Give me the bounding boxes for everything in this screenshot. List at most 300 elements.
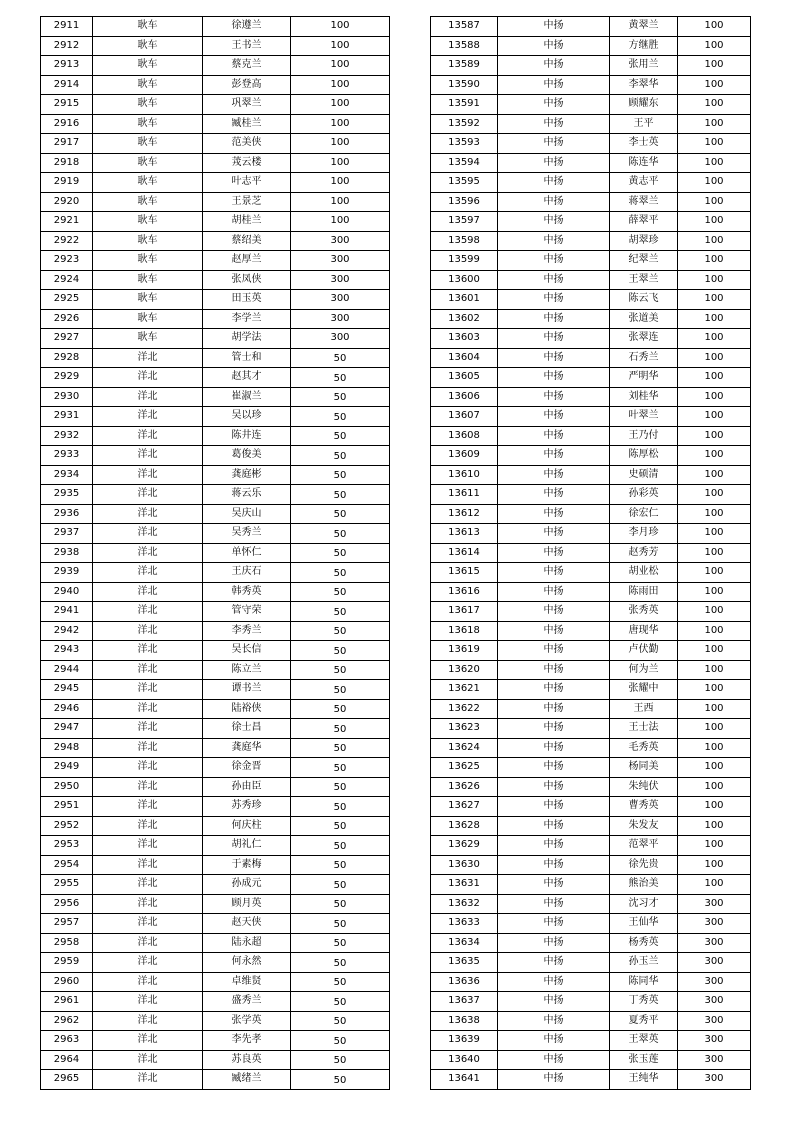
town-cell: 中扬 [498,894,610,914]
row-number: 2959 [41,953,93,973]
name-cell: 熊治美 [610,875,678,895]
name-cell: 蒋云乐 [203,485,291,505]
row-number: 13611 [431,485,498,505]
town-cell: 中扬 [498,992,610,1012]
row-number: 2953 [41,836,93,856]
table-row [41,387,390,407]
row-number: 2924 [41,270,93,290]
table-row [431,251,751,271]
town-cell: 耿车 [93,231,203,251]
amount-cell: 100 [291,134,390,154]
name-cell: 陈同华 [610,972,678,992]
table-row [41,855,390,875]
name-cell: 崔淑兰 [203,387,291,407]
table-row [431,524,751,544]
row-number: 13587 [431,17,498,37]
table-row [431,836,751,856]
row-number: 2914 [41,75,93,95]
table-row [431,1031,751,1051]
table-row [41,1070,390,1090]
row-number: 2944 [41,660,93,680]
row-number: 13601 [431,290,498,310]
name-cell: 张玉莲 [610,1050,678,1070]
town-cell: 洋北 [93,504,203,524]
table-row [41,699,390,719]
row-number: 2931 [41,407,93,427]
row-number: 2949 [41,758,93,778]
table-row [41,953,390,973]
amount-cell: 50 [291,524,390,544]
town-cell: 中扬 [498,972,610,992]
name-cell: 李学兰 [203,309,291,329]
table-row [41,758,390,778]
amount-cell: 300 [291,309,390,329]
town-cell: 中扬 [498,251,610,271]
amount-cell: 50 [291,543,390,563]
name-cell: 何永然 [203,953,291,973]
row-number: 2946 [41,699,93,719]
table-row [431,348,751,368]
town-cell: 耿车 [93,75,203,95]
amount-cell: 50 [291,777,390,797]
row-number: 13637 [431,992,498,1012]
row-number: 2921 [41,212,93,232]
town-cell: 中扬 [498,719,610,739]
town-cell: 耿车 [93,270,203,290]
town-cell: 洋北 [93,855,203,875]
table-row [41,992,390,1012]
name-cell: 李士英 [610,134,678,154]
town-cell: 耿车 [93,192,203,212]
town-cell: 洋北 [93,738,203,758]
town-cell: 洋北 [93,348,203,368]
town-cell: 洋北 [93,641,203,661]
row-number: 2952 [41,816,93,836]
amount-cell: 300 [678,1031,751,1051]
amount-cell: 50 [291,816,390,836]
town-cell: 中扬 [498,777,610,797]
amount-cell: 100 [678,641,751,661]
amount-cell: 100 [678,387,751,407]
row-number: 2927 [41,329,93,349]
amount-cell: 50 [291,348,390,368]
table-row [41,270,390,290]
amount-cell: 50 [291,875,390,895]
town-cell: 洋北 [93,875,203,895]
name-cell: 王纯华 [610,1070,678,1090]
name-cell: 胡业松 [610,563,678,583]
name-cell: 沈习才 [610,894,678,914]
amount-cell: 100 [291,36,390,56]
name-cell: 丁秀英 [610,992,678,1012]
amount-cell: 50 [291,699,390,719]
amount-cell: 100 [678,465,751,485]
name-cell: 孙玉兰 [610,953,678,973]
name-cell: 蔡绍美 [203,231,291,251]
amount-cell: 100 [678,582,751,602]
name-cell: 臧桂兰 [203,114,291,134]
town-cell: 中扬 [498,75,610,95]
amount-cell: 100 [678,680,751,700]
row-number: 13617 [431,602,498,622]
table-row [41,465,390,485]
town-cell: 耿车 [93,95,203,115]
name-cell: 刘桂华 [610,387,678,407]
name-cell: 徐士昌 [203,719,291,739]
name-cell: 史硕清 [610,465,678,485]
town-cell: 洋北 [93,387,203,407]
amount-cell: 300 [291,251,390,271]
amount-cell: 100 [291,95,390,115]
row-number: 13613 [431,524,498,544]
town-cell: 中扬 [498,563,610,583]
name-cell: 葛俊美 [203,446,291,466]
table-row [431,660,751,680]
row-number: 2919 [41,173,93,193]
row-number: 13623 [431,719,498,739]
name-cell: 夏秀平 [610,1011,678,1031]
table-row [41,348,390,368]
amount-cell: 50 [291,563,390,583]
amount-cell: 100 [678,855,751,875]
town-cell: 中扬 [498,816,610,836]
name-cell: 赵其才 [203,368,291,388]
name-cell: 陈雨田 [610,582,678,602]
table-row [431,95,751,115]
table-row [41,251,390,271]
amount-cell: 100 [678,504,751,524]
amount-cell: 100 [678,797,751,817]
name-cell: 李翠华 [610,75,678,95]
row-number: 2918 [41,153,93,173]
name-cell: 王平 [610,114,678,134]
row-number: 2941 [41,602,93,622]
row-number: 2942 [41,621,93,641]
town-cell: 中扬 [498,543,610,563]
town-cell: 耿车 [93,153,203,173]
row-number: 13624 [431,738,498,758]
amount-cell: 100 [291,56,390,76]
town-cell: 中扬 [498,270,610,290]
name-cell: 田玉英 [203,290,291,310]
town-cell: 中扬 [498,738,610,758]
row-number: 13610 [431,465,498,485]
row-number: 13594 [431,153,498,173]
amount-cell: 300 [678,953,751,973]
amount-cell: 100 [678,426,751,446]
table-row [431,407,751,427]
row-number: 13641 [431,1070,498,1090]
table-row [41,134,390,154]
town-cell: 中扬 [498,173,610,193]
town-cell: 中扬 [498,855,610,875]
table-row [41,368,390,388]
town-cell: 洋北 [93,797,203,817]
town-cell: 洋北 [93,1031,203,1051]
town-cell: 洋北 [93,992,203,1012]
name-cell: 茙云楼 [203,153,291,173]
table-row [431,75,751,95]
table-row [431,875,751,895]
row-number: 2917 [41,134,93,154]
table-row [431,563,751,583]
row-number: 2960 [41,972,93,992]
amount-cell: 100 [678,738,751,758]
table-row [41,524,390,544]
table-row [431,56,751,76]
table-row [41,1031,390,1051]
amount-cell: 50 [291,368,390,388]
row-number: 13622 [431,699,498,719]
amount-cell: 50 [291,504,390,524]
row-number: 13608 [431,426,498,446]
table-row [41,309,390,329]
amount-cell: 50 [291,1050,390,1070]
amount-cell: 50 [291,953,390,973]
town-cell: 耿车 [93,36,203,56]
row-number: 13630 [431,855,498,875]
amount-cell: 100 [678,329,751,349]
amount-cell: 100 [291,114,390,134]
name-cell: 杨同美 [610,758,678,778]
table-row [41,914,390,934]
town-cell: 中扬 [498,290,610,310]
town-cell: 洋北 [93,1011,203,1031]
amount-cell: 100 [678,17,751,37]
row-number: 13631 [431,875,498,895]
row-number: 13619 [431,641,498,661]
name-cell: 管士和 [203,348,291,368]
amount-cell: 300 [678,972,751,992]
row-number: 2915 [41,95,93,115]
town-cell: 洋北 [93,407,203,427]
town-cell: 洋北 [93,465,203,485]
town-cell: 中扬 [498,1031,610,1051]
row-number: 13629 [431,836,498,856]
row-number: 13609 [431,446,498,466]
town-cell: 中扬 [498,699,610,719]
amount-cell: 50 [291,602,390,622]
name-cell: 龚庭华 [203,738,291,758]
town-cell: 洋北 [93,446,203,466]
name-cell: 范美侠 [203,134,291,154]
town-cell: 洋北 [93,426,203,446]
amount-cell: 100 [678,699,751,719]
amount-cell: 50 [291,894,390,914]
town-cell: 中扬 [498,212,610,232]
row-number: 2945 [41,680,93,700]
table-row [431,426,751,446]
name-cell: 张耀中 [610,680,678,700]
town-cell: 中扬 [498,504,610,524]
row-number: 2958 [41,933,93,953]
amount-cell: 100 [678,524,751,544]
amount-cell: 50 [291,933,390,953]
amount-cell: 100 [678,95,751,115]
table-row [41,212,390,232]
name-cell: 吴以珍 [203,407,291,427]
row-number: 13588 [431,36,498,56]
row-number: 13618 [431,621,498,641]
amount-cell: 300 [678,1011,751,1031]
amount-cell: 50 [291,719,390,739]
table-row [41,894,390,914]
row-number: 2926 [41,309,93,329]
name-cell: 苏秀珍 [203,797,291,817]
amount-cell: 100 [291,212,390,232]
town-cell: 中扬 [498,582,610,602]
table-row [41,407,390,427]
amount-cell: 100 [678,602,751,622]
amount-cell: 50 [291,914,390,934]
amount-cell: 100 [678,309,751,329]
amount-cell: 300 [678,933,751,953]
name-cell: 陆裕侠 [203,699,291,719]
table-row [431,543,751,563]
row-number: 2943 [41,641,93,661]
amount-cell: 100 [678,290,751,310]
town-cell: 中扬 [498,836,610,856]
amount-cell: 50 [291,836,390,856]
town-cell: 中扬 [498,660,610,680]
table-row [41,563,390,583]
amount-cell: 50 [291,1031,390,1051]
amount-cell: 100 [678,719,751,739]
row-number: 2940 [41,582,93,602]
amount-cell: 100 [291,153,390,173]
town-cell: 中扬 [498,95,610,115]
row-number: 2951 [41,797,93,817]
name-cell: 范翠平 [610,836,678,856]
amount-cell: 50 [291,582,390,602]
town-cell: 洋北 [93,368,203,388]
table-row [41,426,390,446]
amount-cell: 50 [291,855,390,875]
name-cell: 赵厚兰 [203,251,291,271]
amount-cell: 100 [678,758,751,778]
name-cell: 吴庆山 [203,504,291,524]
town-cell: 中扬 [498,446,610,466]
table-row [431,368,751,388]
row-number: 13591 [431,95,498,115]
right-table-body [431,17,751,1090]
town-cell: 洋北 [93,543,203,563]
amount-cell: 100 [678,368,751,388]
town-cell: 中扬 [498,426,610,446]
table-row [431,192,751,212]
row-number: 13626 [431,777,498,797]
town-cell: 洋北 [93,777,203,797]
name-cell: 朱发友 [610,816,678,836]
table-row [41,17,390,37]
row-number: 2932 [41,426,93,446]
name-cell: 王翠兰 [610,270,678,290]
table-row [41,56,390,76]
town-cell: 中扬 [498,153,610,173]
row-number: 2954 [41,855,93,875]
name-cell: 陈立兰 [203,660,291,680]
row-number: 2939 [41,563,93,583]
table-row [431,1050,751,1070]
amount-cell: 100 [678,543,751,563]
table-row [41,114,390,134]
amount-cell: 100 [291,17,390,37]
town-cell: 洋北 [93,582,203,602]
name-cell: 胡学法 [203,329,291,349]
table-row [431,114,751,134]
row-number: 13596 [431,192,498,212]
name-cell: 何为兰 [610,660,678,680]
town-cell: 中扬 [498,602,610,622]
name-cell: 薛翠平 [610,212,678,232]
amount-cell: 50 [291,738,390,758]
table-row [41,582,390,602]
name-cell: 张翠连 [610,329,678,349]
row-number: 2936 [41,504,93,524]
row-number: 2938 [41,543,93,563]
row-number: 13602 [431,309,498,329]
table-row [41,290,390,310]
town-cell: 中扬 [498,524,610,544]
table-row [41,719,390,739]
town-cell: 中扬 [498,465,610,485]
table-row [431,153,751,173]
table-row [431,953,751,973]
table-row [431,894,751,914]
amount-cell: 50 [291,387,390,407]
name-cell: 韩秀英 [203,582,291,602]
amount-cell: 100 [678,231,751,251]
row-number: 2935 [41,485,93,505]
row-number: 2923 [41,251,93,271]
amount-cell: 100 [678,270,751,290]
row-number: 13625 [431,758,498,778]
name-cell: 吴长信 [203,641,291,661]
town-cell: 耿车 [93,309,203,329]
name-cell: 黄翠兰 [610,17,678,37]
name-cell: 李秀兰 [203,621,291,641]
name-cell: 顾月英 [203,894,291,914]
town-cell: 耿车 [93,212,203,232]
name-cell: 盛秀兰 [203,992,291,1012]
table-row [431,504,751,524]
table-row [431,270,751,290]
amount-cell: 100 [678,875,751,895]
amount-cell: 100 [291,192,390,212]
amount-cell: 300 [678,914,751,934]
row-number: 2950 [41,777,93,797]
table-row [41,738,390,758]
table-row [431,329,751,349]
table-row [41,602,390,622]
amount-cell: 50 [291,660,390,680]
row-number: 2922 [41,231,93,251]
table-row [431,134,751,154]
town-cell: 洋北 [93,699,203,719]
amount-cell: 50 [291,972,390,992]
name-cell: 孙彩英 [610,485,678,505]
name-cell: 赵秀芳 [610,543,678,563]
table-row [41,933,390,953]
table-row [431,173,751,193]
row-number: 2933 [41,446,93,466]
name-cell: 唐现华 [610,621,678,641]
table-row [431,36,751,56]
table-row [41,680,390,700]
table-row [431,914,751,934]
town-cell: 中扬 [498,114,610,134]
row-number: 13621 [431,680,498,700]
